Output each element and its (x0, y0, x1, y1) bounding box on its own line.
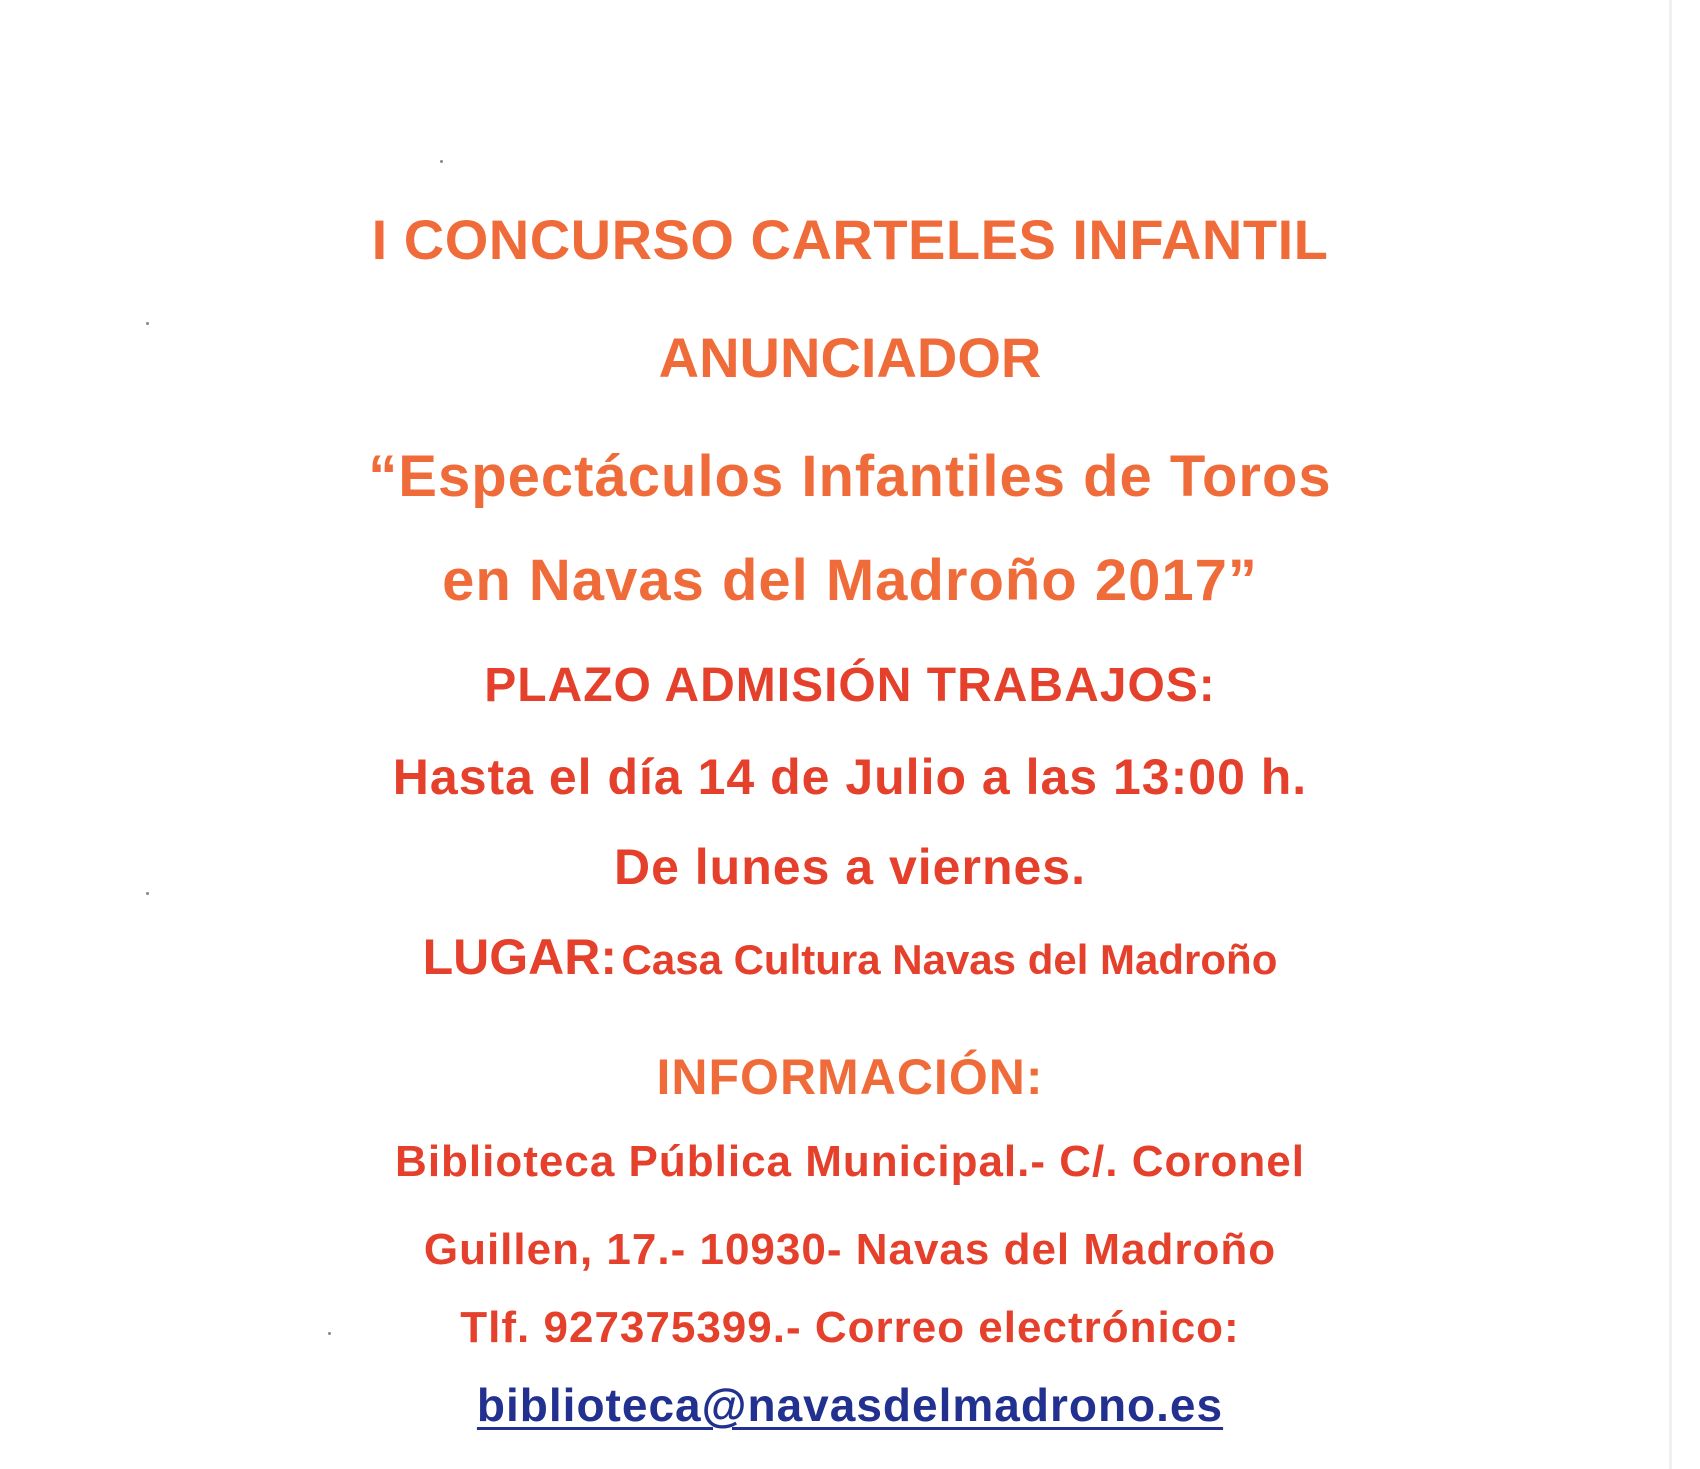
place-value: Casa Cultura Navas del Madroño (621, 936, 1278, 983)
deadline-date: Hasta el día 14 de Julio a las 13:00 h. (392, 749, 1308, 805)
info-line-2: Guillen, 17.- 10930- Navas del Madroño (423, 1225, 1277, 1274)
poster-title-line-2: ANUNCIADOR (658, 326, 1042, 389)
deadline-days: De lunes a viernes. (613, 839, 1086, 895)
email-line (0, 1379, 1700, 1431)
place-label: LUGAR: (422, 929, 618, 985)
poster-subtitle-line-2: en Navas del Madroño 2017” (442, 548, 1258, 613)
info-heading: INFORMACIÓN: (656, 1049, 1044, 1105)
poster-subtitle-line-1: “Espectáculos Infantiles de Toros (368, 444, 1332, 509)
email-link[interactable]: biblioteca@navasdelmadrono.es (476, 1379, 1224, 1431)
info-line-1: Biblioteca Pública Municipal.- C/. Coronel (395, 1137, 1305, 1186)
scan-speck (146, 892, 149, 895)
scan-speck (440, 160, 443, 163)
deadline-heading: PLAZO ADMISIÓN TRABAJOS: (484, 659, 1216, 712)
scan-speck (146, 322, 149, 325)
info-line-3: Tlf. 927375399.- Correo electrónico: (460, 1303, 1240, 1352)
place-line (0, 929, 1700, 985)
poster-title-line-1: I CONCURSO CARTELES INFANTIL (371, 208, 1329, 271)
